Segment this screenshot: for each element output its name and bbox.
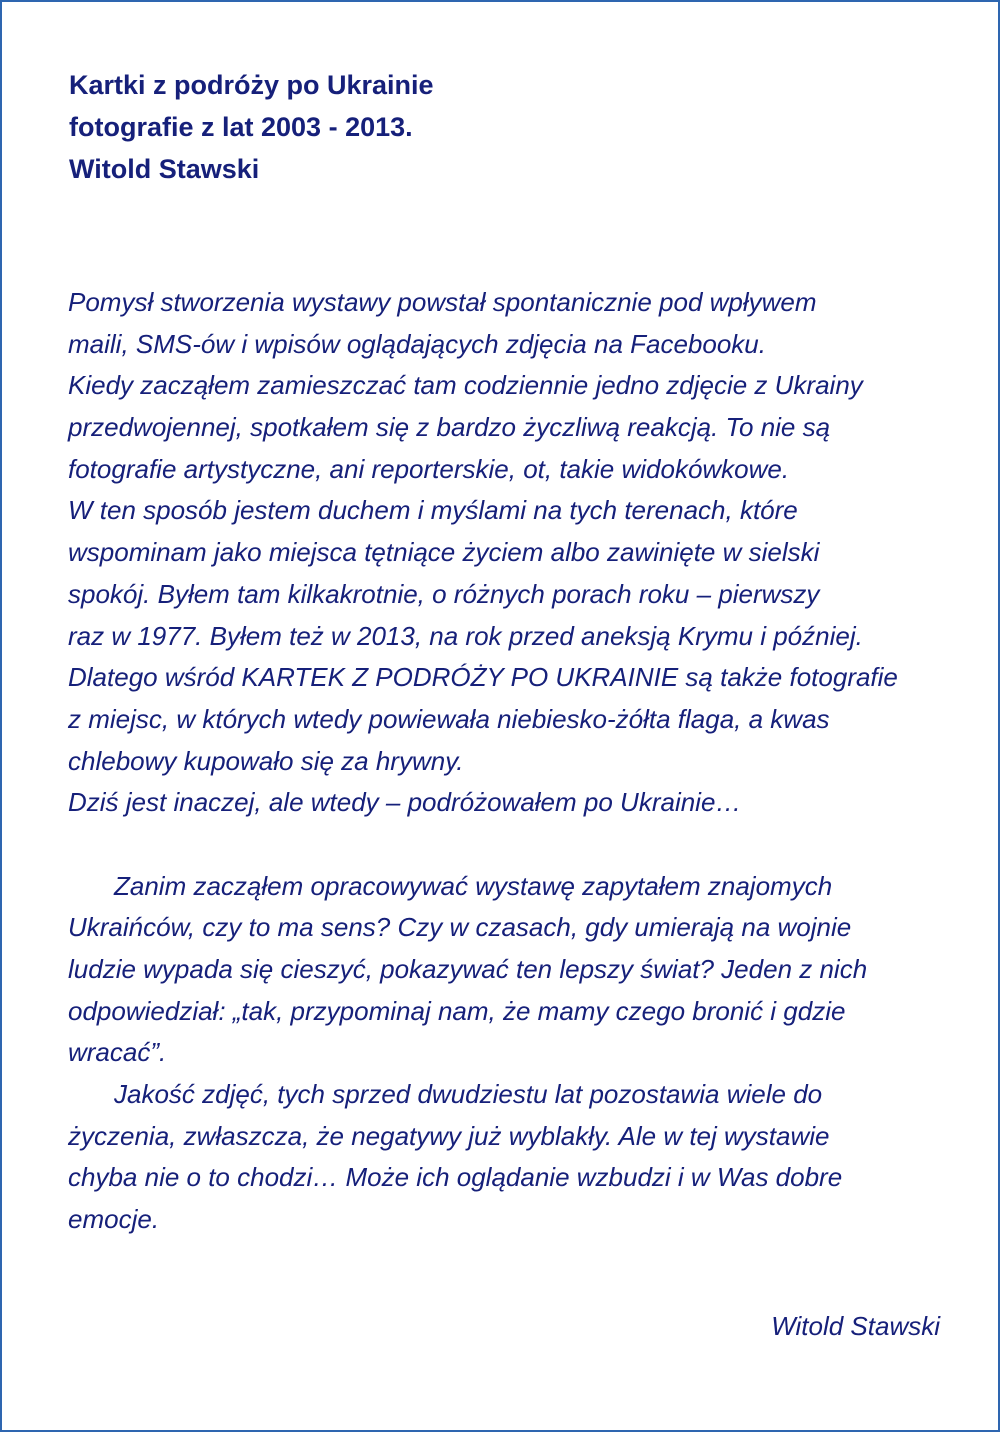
text-line: wracać”.	[68, 1037, 167, 1068]
text-line: spokój. Byłem tam kilkakrotnie, o różnych porach roku – pierwszy	[68, 578, 820, 609]
text-line: wspominam jako miejsca tętniące życiem albo zawinięte w sielski	[68, 537, 820, 568]
text-line: Ukraińców, czy to ma sens? Czy w czasach, gdy umierają na wojnie	[68, 912, 852, 943]
document-title: Kartki z podróży po Ukrainie	[69, 70, 434, 100]
document-header	[69, 64, 434, 190]
text-line: przedwojennej, spotkałem się z bardzo życzliwą reakcją. To nie są	[68, 412, 831, 443]
paragraph-3	[68, 1074, 948, 1241]
document-subtitle: fotografie z lat 2003 - 2013.	[69, 112, 413, 142]
text-line: odpowiedział: „tak, przypominaj nam, że mamy czego bronić i gdzie	[68, 995, 846, 1026]
text-line: Dlatego wśród KARTEK Z PODRÓŻY PO UKRAINIE są także fotografie	[68, 662, 898, 693]
signature: Witold Stawski	[771, 1311, 940, 1341]
text-line: chyba nie o to chodzi… Może ich oglądanie wzbudzi i w Was dobre	[68, 1162, 843, 1193]
text-line: maili, SMS-ów i wpisów oglądających zdjęcia na Facebooku.	[68, 328, 766, 359]
text-line: W ten sposób jestem duchem i myślami na tych terenach, które	[68, 495, 798, 526]
text-line: ludzie wypada się cieszyć, pokazywać ten lepszy świat? Jeden z nich	[68, 954, 868, 984]
paragraph-spacer	[68, 824, 948, 866]
text-line: Dziś jest inaczej, ale wtedy – podróżowałem po Ukrainie…	[68, 787, 742, 818]
text-line: fotografie artystyczne, ani reporterskie, ot, takie widokówkowe.	[68, 453, 790, 484]
text-line: emocje.	[68, 1204, 160, 1235]
text-line: z miejsc, w których wtedy powiewała niebiesko-żółta flaga, a kwas	[68, 703, 830, 734]
document-author: Witold Stawski	[69, 154, 260, 184]
paragraph-2	[68, 866, 948, 1074]
document-body	[68, 282, 948, 1241]
text-line: chlebowy kupowało się za hrywny.	[68, 745, 464, 776]
text-line: Jakość zdjęć, tych sprzed dwudziestu lat pozostawia wiele do	[114, 1079, 823, 1110]
text-line: Zanim zacząłem opracowywać wystawę zapytałem znajomych	[114, 870, 833, 901]
text-line: Kiedy zacząłem zamieszczać tam codziennie jedno zdjęcie z Ukrainy	[68, 370, 863, 401]
paragraph-1	[68, 282, 948, 824]
text-line: raz w 1977. Byłem też w 2013, na rok przed aneksją Krymu i później.	[68, 620, 863, 651]
text-line: Pomysł stworzenia wystawy powstał spontanicznie pod wpływem	[68, 287, 817, 317]
text-line: życzenia, zwłaszcza, że negatywy już wyblakły. Ale w tej wystawie	[68, 1120, 830, 1151]
